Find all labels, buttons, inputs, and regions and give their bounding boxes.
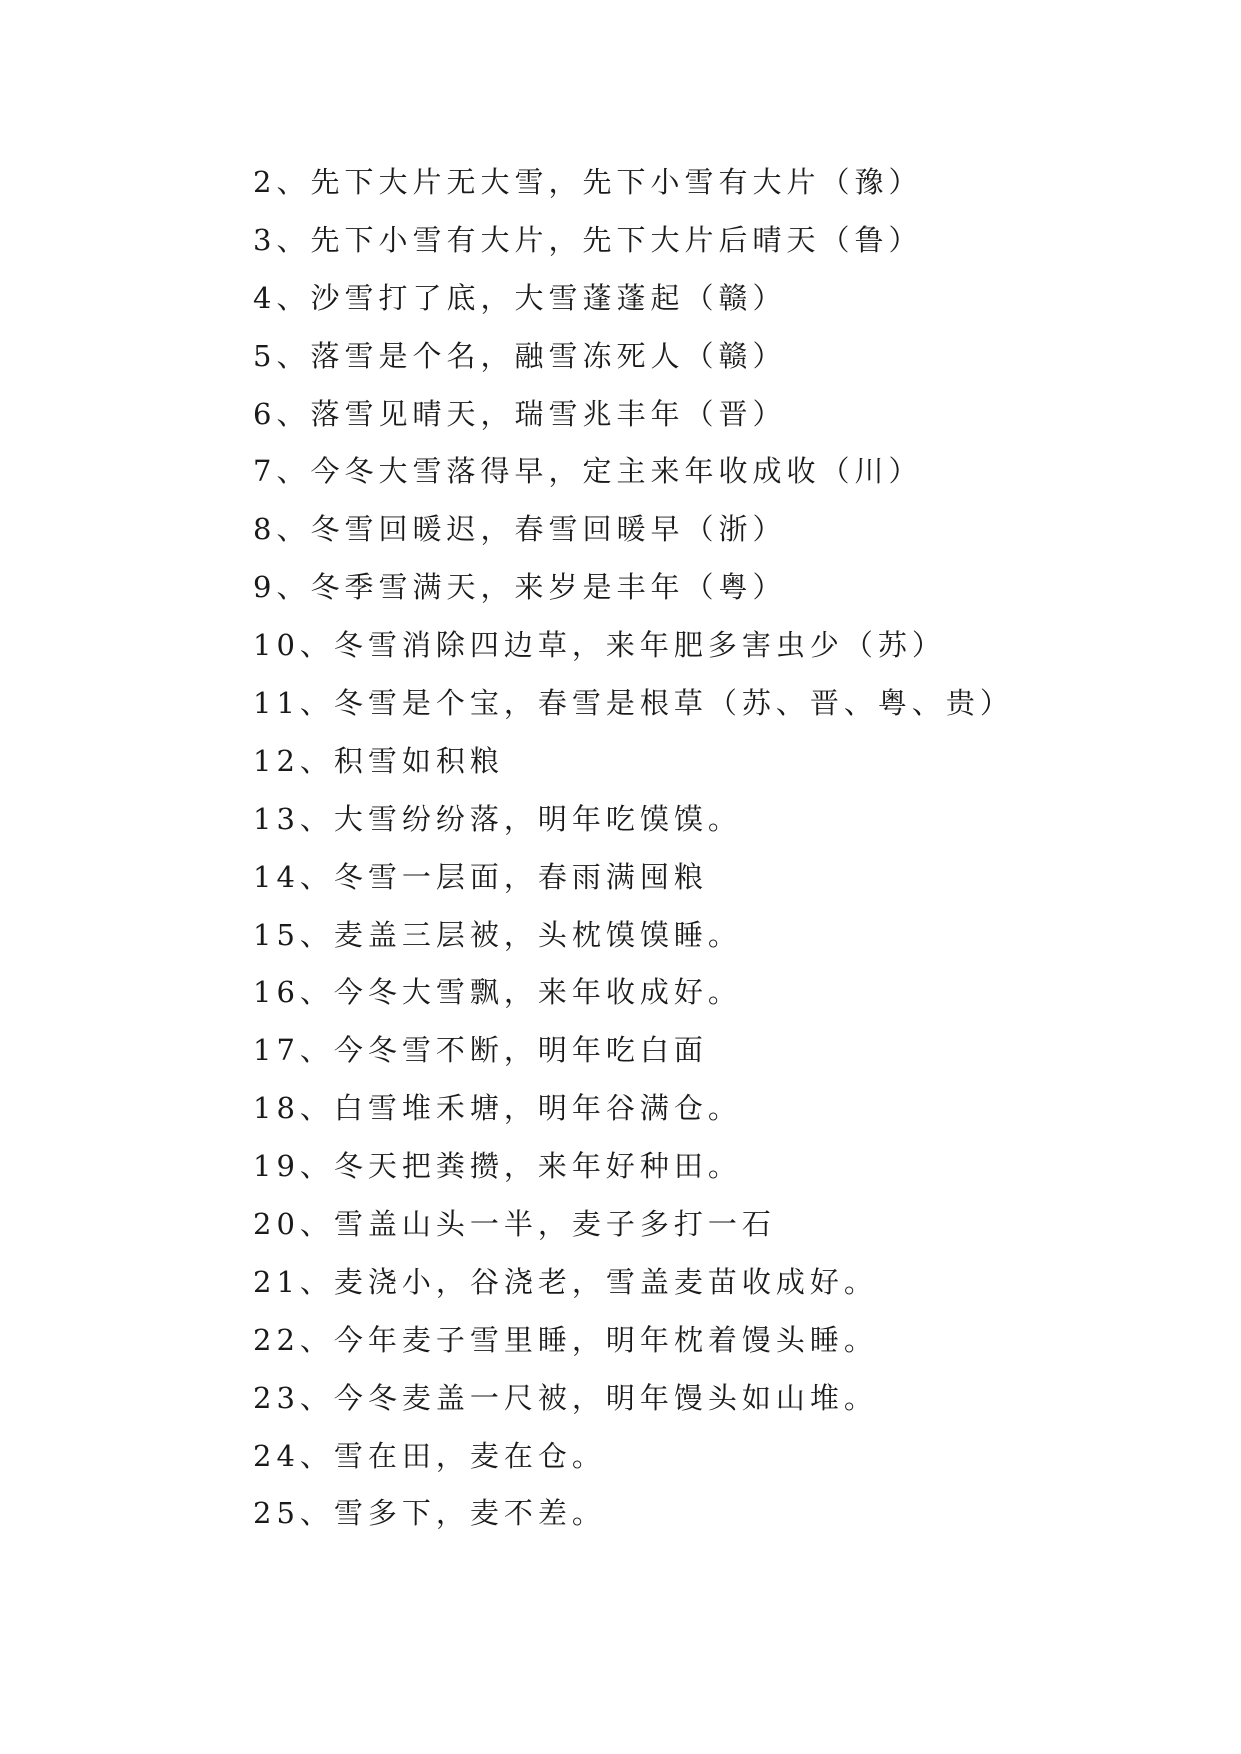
proverb-list bbox=[253, 162, 1014, 1551]
proverb-line: 8、冬雪回暖迟，春雪回暖早（浙） bbox=[253, 512, 787, 547]
proverb-line: 16、今冬大雪飘，来年收成好。 bbox=[253, 975, 742, 1010]
proverb-line: 5、落雪是个名，融雪冻死人（赣） bbox=[253, 338, 787, 373]
proverb-line: 17、今冬雪不断，明年吃白面 bbox=[253, 1033, 708, 1068]
proverb-line: 15、麦盖三层被，头枕馍馍睡。 bbox=[253, 917, 742, 952]
proverb-line: 3、先下小雪有大片，先下大片后晴天（鲁） bbox=[253, 222, 923, 257]
proverb-line: 2、先下大片无大雪，先下小雪有大片（豫） bbox=[253, 165, 923, 199]
proverb-line: 24、雪在田，麦在仓。 bbox=[253, 1438, 606, 1473]
proverb-line: 10、冬雪消除四边草，来年肥多害虫少（苏） bbox=[253, 628, 946, 663]
proverb-line: 6、落雪见晴天，瑞雪兆丰年（晋） bbox=[253, 396, 787, 431]
proverb-line: 21、麦浇小，谷浇老，雪盖麦苗收成好。 bbox=[253, 1264, 878, 1299]
proverb-line: 7、今冬大雪落得早，定主来年收成收（川） bbox=[253, 454, 923, 489]
proverb-line: 9、冬季雪满天，来岁是丰年（粤） bbox=[253, 570, 787, 605]
proverb-line: 4、沙雪打了底，大雪蓬蓬起（赣） bbox=[253, 280, 787, 315]
proverb-line: 20、雪盖山头一半，麦子多打一石 bbox=[253, 1207, 776, 1242]
proverb-line: 14、冬雪一层面，春雨满囤粮 bbox=[253, 859, 708, 894]
proverb-line: 18、白雪堆禾塘，明年谷满仓。 bbox=[253, 1091, 742, 1126]
proverb-line: 11、冬雪是个宝，春雪是根草（苏、晋、粤、贵） bbox=[253, 686, 1014, 721]
proverb-line: 23、今冬麦盖一尺被，明年馒头如山堆。 bbox=[253, 1380, 878, 1415]
proverb-line: 12、积雪如积粮 bbox=[253, 743, 504, 778]
proverb-line: 19、冬天把粪攒，来年好种田。 bbox=[253, 1149, 742, 1184]
proverb-line: 13、大雪纷纷落，明年吃馍馍。 bbox=[253, 801, 742, 836]
proverb-line: 25、雪多下，麦不差。 bbox=[253, 1496, 606, 1531]
proverb-line: 22、今年麦子雪里睡，明年枕着馒头睡。 bbox=[253, 1322, 878, 1357]
